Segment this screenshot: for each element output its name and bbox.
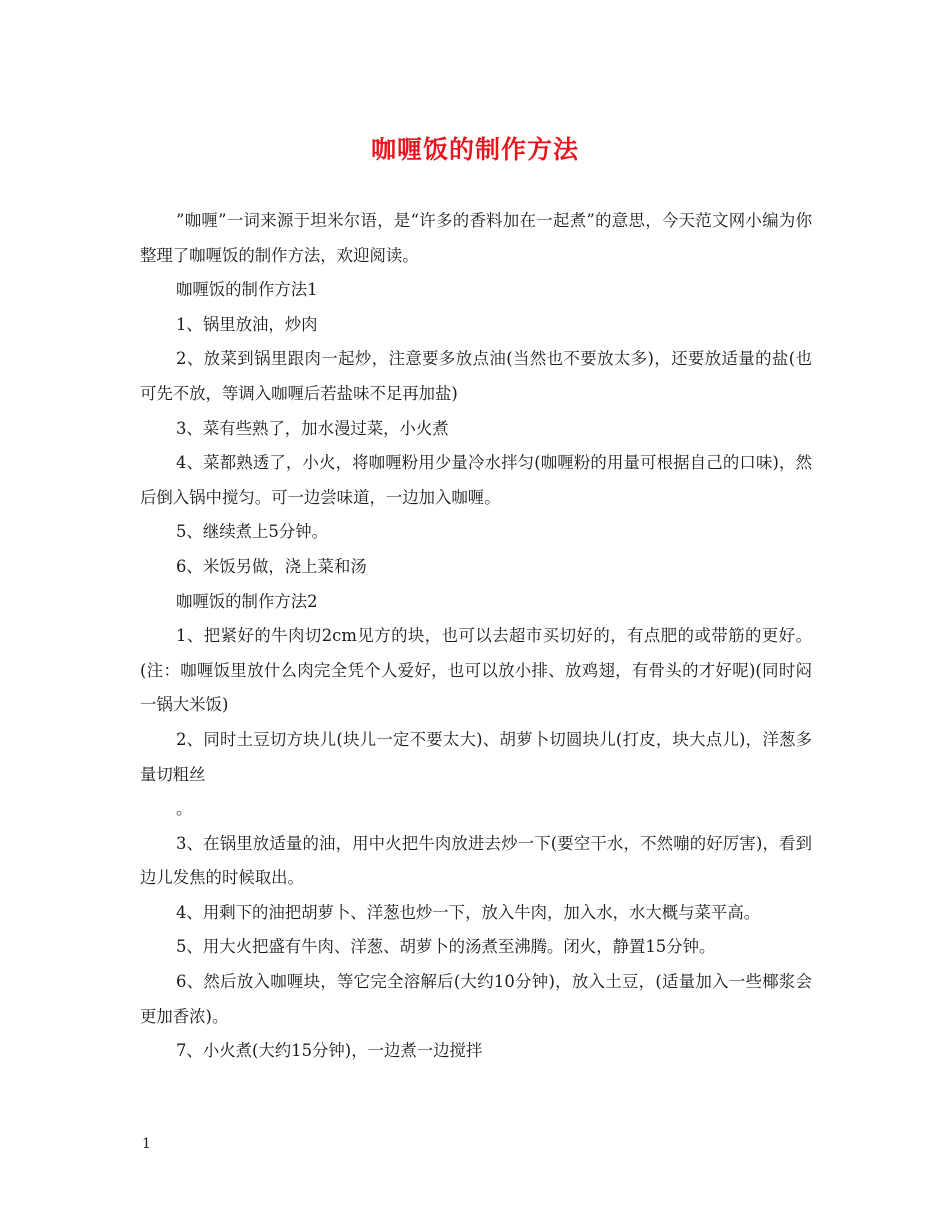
method-1-step-2: 2、放菜到锅里跟肉一起炒，注意要多放点油(当然也不要放太多)，还要放适量的盐(也可先不放，等调入咖喱后若盐味不足再加盐) (140, 349, 812, 403)
method-1-step-4: 4、菜都熟透了，小火，将咖喱粉用少量冷水拌匀(咖喱粉的用量可根据自己的口味)，然后倒入锅中搅匀。可一边尝味道，一边加入咖喱。 (140, 453, 812, 507)
intro-paragraph: ”咖喱”一词来源于坦米尔语，是“许多的香料加在一起煮”的意思，今天范文网小编为你整理了咖喱饭的制作方法，欢迎阅读。 (140, 211, 812, 265)
section-heading-method-2: 咖喱饭的制作方法2 (176, 591, 318, 611)
method-2-step-1: 1、把紧好的牛肉切2cm见方的块，也可以去超市买切好的，有点肥的或带筋的更好。(注：咖喱饭里放什么肉完全凭个人爱好，也可以放小排、放鸡翅，有骨头的才好呢)(同时闷一锅大米饭) (140, 626, 812, 715)
method-2-step-6: 6、然后放入咖喱块，等它完全溶解后(大约10分钟)，放入土豆，(适量加入一些椰浆会更加香浓)。 (140, 972, 812, 1026)
document-title: 咖喱饭的制作方法 (370, 135, 579, 164)
method-1-step-1: 1、锅里放油，炒肉 (176, 314, 318, 334)
page-number: 1 (142, 1136, 151, 1152)
method-2-step-4: 4、用剩下的油把胡萝卜、洋葱也炒一下，放入牛肉，加入水，水大概与菜平高。 (176, 902, 761, 922)
method-1-step-3: 3、菜有些熟了，加水漫过菜，小火煮 (176, 418, 449, 438)
document-body (140, 204, 812, 1069)
stray-period: 。 (176, 799, 193, 819)
method-2-step-2: 2、同时土豆切方块儿(块儿一定不要太大)、胡萝卜切圆块儿(打皮，块大点儿)，洋葱多量切粗丝 (140, 729, 812, 784)
method-2-step-7: 7、小火煮(大约15分钟)，一边煮一边搅拌 (176, 1041, 483, 1061)
method-2-step-5: 5、用大火把盛有牛肉、洋葱、胡萝卜的汤煮至沸腾。闭火，静置15分钟。 (176, 937, 716, 957)
method-2-step-3: 3、在锅里放适量的油，用中火把牛肉放进去炒一下(要空干水，不然嘣的好厉害)，看到边儿发焦的时候取出。 (140, 833, 812, 888)
method-1-step-6: 6、米饭另做，浇上菜和汤 (176, 556, 367, 576)
section-heading-method-1: 咖喱饭的制作方法1 (176, 280, 318, 300)
method-1-step-5: 5、继续煮上5分钟。 (176, 522, 328, 542)
